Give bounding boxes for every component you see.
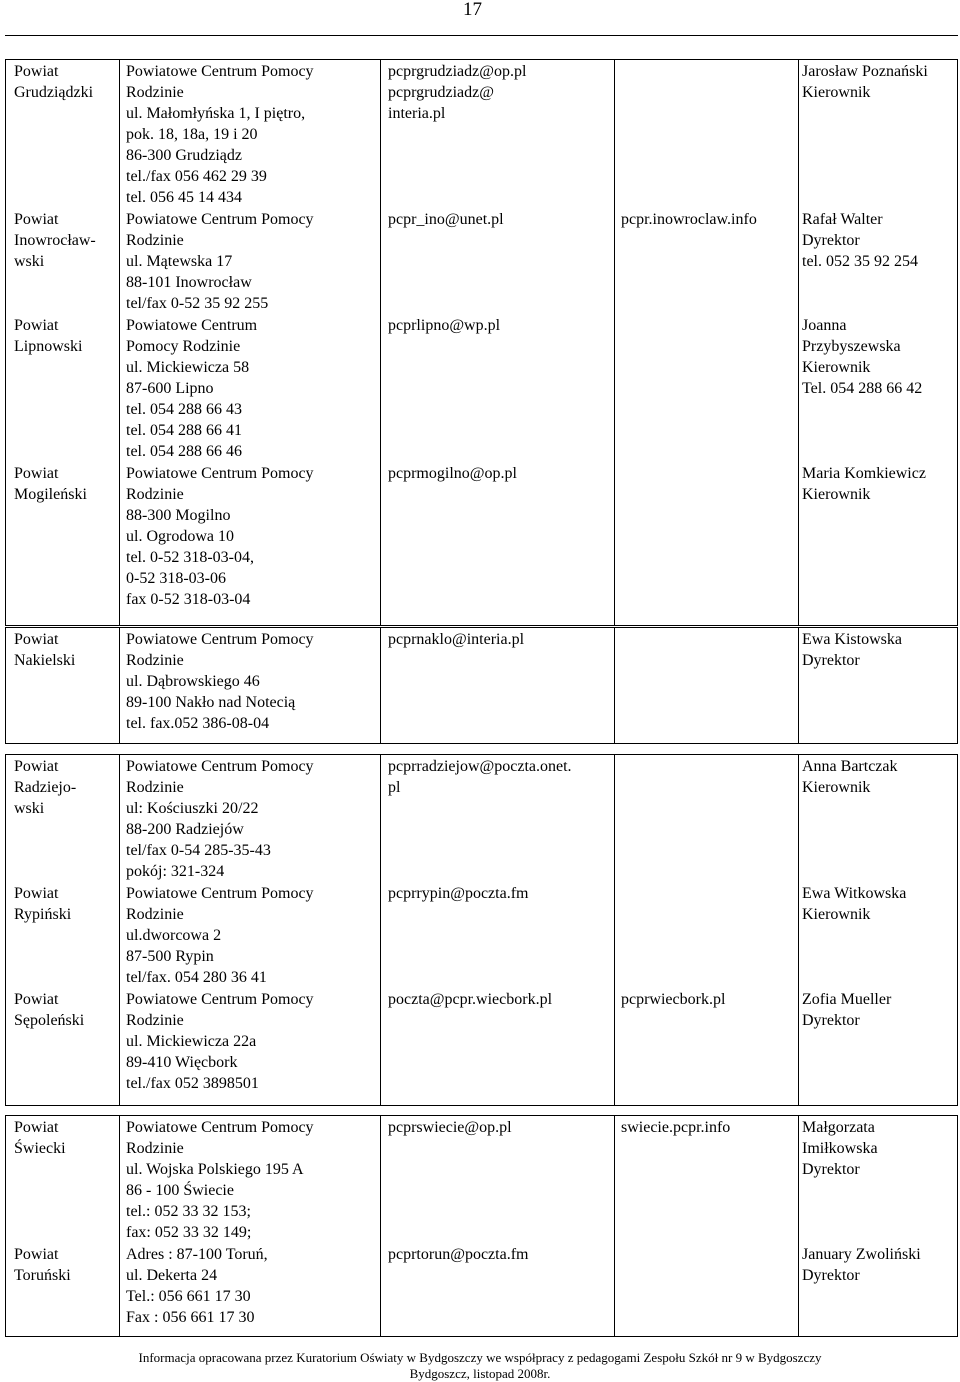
address-line: Powiatowe Centrum Pomocy <box>126 991 314 1008</box>
address-line: tel. 0-52 318-03-04, <box>126 549 254 566</box>
address-line: Rodzinie <box>126 232 184 249</box>
address-line: Powiatowe Centrum Pomocy <box>126 1119 314 1136</box>
column-divider <box>119 755 120 1105</box>
person-line: tel. 052 35 92 254 <box>802 253 918 270</box>
powiat-line: Mogileński <box>14 486 87 503</box>
address-line: ul. Mątewska 17 <box>126 253 233 270</box>
person-line: Kierownik <box>802 84 871 101</box>
address-cell <box>126 463 381 610</box>
column-divider <box>119 628 120 743</box>
powiat-cell <box>14 883 119 925</box>
address-line: tel. 054 288 66 43 <box>126 401 242 418</box>
person-cell <box>802 629 960 671</box>
www-line: pcprwiecbork.pl <box>621 991 726 1008</box>
address-line: Powiatowe Centrum Pomocy <box>126 758 314 775</box>
person-line: Anna Bartczak <box>802 758 898 775</box>
email-cell <box>388 315 618 336</box>
address-line: pokój: 321-324 <box>126 863 225 880</box>
person-line: Joanna <box>802 317 847 334</box>
person-line: Tel. 054 288 66 42 <box>802 380 923 397</box>
address-line: tel/fax 0-54 285-35-43 <box>126 842 271 859</box>
address-line: Rodzinie <box>126 652 184 669</box>
address-line: 86 - 100 Świecie <box>126 1182 234 1199</box>
person-cell <box>802 61 960 103</box>
address-line: Rodzinie <box>126 1012 184 1029</box>
person-line: Małgorzata <box>802 1119 875 1136</box>
footer-line-1: Informacja opracowana przez Kuratorium Oświaty w Bydgoszczy we współpracy z pedagogami Zespołu Szkół nr 9 w Bydgoszczy <box>138 1350 822 1365</box>
email-cell <box>388 209 618 230</box>
address-line: tel/fax 0-52 35 92 255 <box>126 295 269 312</box>
email-line: pcprswiecie@op.pl <box>388 1119 512 1136</box>
powiat-line: Powiat <box>14 211 59 228</box>
address-line: fax 0-52 318-03-04 <box>126 591 251 608</box>
email-line: pcprgrudziadz@ <box>388 84 494 101</box>
powiat-line: Lipnowski <box>14 338 83 355</box>
powiat-line: Rypiński <box>14 906 72 923</box>
address-line: 87-500 Rypin <box>126 948 214 965</box>
person-line: Rafał Walter <box>802 211 883 228</box>
address-line: ul: Kościuszki 20/22 <box>126 800 259 817</box>
address-line: ul. Dekerta 24 <box>126 1267 218 1284</box>
www-cell <box>621 209 801 230</box>
powiat-cell <box>14 756 119 819</box>
email-cell <box>388 1244 618 1265</box>
powiat-line: Powiat <box>14 991 59 1008</box>
column-divider <box>119 60 120 625</box>
person-line: Zofia Mueller <box>802 991 892 1008</box>
powiat-line: Toruński <box>14 1267 71 1284</box>
address-cell <box>126 315 381 462</box>
email-line: pcprradziejow@poczta.onet. <box>388 758 572 775</box>
address-line: Powiatowe Centrum Pomocy <box>126 211 314 228</box>
email-line: pl <box>388 779 401 796</box>
person-line: Dyrektor <box>802 1161 860 1178</box>
address-line: Rodzinie <box>126 1140 184 1157</box>
powiat-cell <box>14 1244 119 1286</box>
address-line: Powiatowe Centrum Pomocy <box>126 465 314 482</box>
powiat-line: Powiat <box>14 1119 59 1136</box>
www-line: swiecie.pcpr.info <box>621 1119 731 1136</box>
powiat-cell <box>14 463 119 505</box>
www-line: pcpr.inowroclaw.info <box>621 211 757 228</box>
address-line: 88-101 Inowrocław <box>126 274 252 291</box>
powiat-line: Powiat <box>14 631 59 648</box>
address-line: Powiatowe Centrum Pomocy <box>126 631 314 648</box>
address-line: tel.: 052 33 32 153; <box>126 1203 251 1220</box>
address-cell <box>126 756 381 882</box>
address-line: Powiatowe Centrum <box>126 317 258 334</box>
address-line: ul. Dąbrowskiego 46 <box>126 673 260 690</box>
email-line: interia.pl <box>388 105 446 122</box>
address-line: 87-600 Lipno <box>126 380 214 397</box>
email-cell <box>388 883 618 904</box>
address-cell <box>126 629 381 734</box>
powiat-line: Powiat <box>14 758 59 775</box>
person-line: Dyrektor <box>802 1012 860 1029</box>
column-divider <box>614 60 615 625</box>
address-line: tel. 056 45 14 434 <box>126 189 242 206</box>
column-divider <box>798 1116 799 1336</box>
powiat-line: Nakielski <box>14 652 76 669</box>
powiat-cell <box>14 209 119 272</box>
person-cell <box>802 756 960 798</box>
person-cell <box>802 1244 960 1286</box>
powiat-line: Inowrocław- <box>14 232 96 249</box>
address-line: 0-52 318-03-06 <box>126 570 226 587</box>
column-divider <box>119 1116 120 1336</box>
column-divider <box>798 60 799 625</box>
person-line: Jarosław Poznański <box>802 63 928 80</box>
address-line: tel. fax.052 386-08-04 <box>126 715 270 732</box>
email-line: pcprlipno@wp.pl <box>388 317 501 334</box>
email-cell <box>388 1117 618 1138</box>
address-line: tel. 054 288 66 46 <box>126 443 242 460</box>
powiat-line: wski <box>14 253 45 270</box>
address-line: ul.dworcowa 2 <box>126 927 222 944</box>
address-line: Rodzinie <box>126 779 184 796</box>
person-line: Kierownik <box>802 779 871 796</box>
address-line: 89-100 Nakło nad Notecią <box>126 694 296 711</box>
address-line: 88-200 Radziejów <box>126 821 244 838</box>
address-line: 86-300 Grudziądz <box>126 147 242 164</box>
address-line: Adres : 87-100 Toruń, <box>126 1246 268 1263</box>
person-line: Maria Komkiewicz <box>802 465 926 482</box>
www-cell <box>621 989 801 1010</box>
person-line: Dyrektor <box>802 652 860 669</box>
person-line: Dyrektor <box>802 1267 860 1284</box>
person-line: Kierownik <box>802 359 871 376</box>
email-cell <box>388 463 618 484</box>
address-line: Fax : 056 661 17 30 <box>126 1309 255 1326</box>
email-line: pcprrypin@poczta.fm <box>388 885 529 902</box>
address-cell <box>126 61 381 208</box>
person-line: Imiłkowska <box>802 1140 878 1157</box>
address-line: ul. Mickiewicza 58 <box>126 359 250 376</box>
header-rule <box>5 35 958 36</box>
email-line: pcprtorun@poczta.fm <box>388 1246 529 1263</box>
email-cell <box>388 629 618 650</box>
powiat-line: Powiat <box>14 317 59 334</box>
table-section <box>5 59 958 626</box>
column-divider <box>614 755 615 1105</box>
powiat-line: Grudziądzki <box>14 84 94 101</box>
powiat-line: Sępoleński <box>14 1012 85 1029</box>
address-line: Rodzinie <box>126 906 184 923</box>
address-line: Powiatowe Centrum Pomocy <box>126 885 314 902</box>
powiat-line: Powiat <box>14 1246 59 1263</box>
page-number: 17 <box>463 0 482 20</box>
email-line: pcprgrudziadz@op.pl <box>388 63 527 80</box>
powiat-line: Powiat <box>14 63 59 80</box>
powiat-cell <box>14 315 119 357</box>
address-cell <box>126 1244 381 1328</box>
address-cell <box>126 883 381 988</box>
address-line: 89-410 Więcbork <box>126 1054 238 1071</box>
person-cell <box>802 315 960 399</box>
email-line: pcprmogilno@op.pl <box>388 465 517 482</box>
address-line: tel/fax. 054 280 36 41 <box>126 969 267 986</box>
email-line: pcprnaklo@interia.pl <box>388 631 525 648</box>
person-cell <box>802 463 960 505</box>
table-section <box>5 627 958 744</box>
person-cell <box>802 1117 960 1180</box>
address-line: tel. 054 288 66 41 <box>126 422 242 439</box>
person-line: Kierownik <box>802 486 871 503</box>
email-line: pcpr_ino@unet.pl <box>388 211 504 228</box>
person-line: Przybyszewska <box>802 338 901 355</box>
address-line: ul. Wojska Polskiego 195 A <box>126 1161 304 1178</box>
person-line: Ewa Witkowska <box>802 885 907 902</box>
email-cell <box>388 756 618 798</box>
address-line: ul. Ogrodowa 10 <box>126 528 234 545</box>
table-section <box>5 1115 958 1337</box>
address-cell <box>126 209 381 314</box>
address-line: Rodzinie <box>126 84 184 101</box>
address-line: pok. 18, 18a, 19 i 20 <box>126 126 258 143</box>
address-line: fax: 052 33 32 149; <box>126 1224 252 1241</box>
address-line: Pomocy Rodzinie <box>126 338 241 355</box>
footer-line-2: Bydgoszcz, listopad 2008r. <box>409 1366 551 1381</box>
powiat-cell <box>14 1117 119 1159</box>
person-line: Dyrektor <box>802 232 860 249</box>
person-line: Ewa Kistowska <box>802 631 902 648</box>
address-line: tel./fax 052 3898501 <box>126 1075 259 1092</box>
email-line: poczta@pcpr.wiecbork.pl <box>388 991 553 1008</box>
address-line: Tel.: 056 661 17 30 <box>126 1288 251 1305</box>
person-cell <box>802 209 960 272</box>
address-line: Powiatowe Centrum Pomocy <box>126 63 314 80</box>
powiat-cell <box>14 61 119 103</box>
powiat-line: Powiat <box>14 465 59 482</box>
person-line: January Zwoliński <box>802 1246 921 1263</box>
email-cell <box>388 989 618 1010</box>
address-line: Rodzinie <box>126 486 184 503</box>
column-divider <box>798 755 799 1105</box>
person-cell <box>802 883 960 925</box>
powiat-line: Świecki <box>14 1140 66 1157</box>
address-line: 88-300 Mogilno <box>126 507 231 524</box>
column-divider <box>798 628 799 743</box>
person-cell <box>802 989 960 1031</box>
powiat-cell <box>14 989 119 1031</box>
address-line: tel./fax 056 462 29 39 <box>126 168 267 185</box>
table-section <box>5 754 958 1106</box>
person-line: Kierownik <box>802 906 871 923</box>
powiat-line: wski <box>14 800 45 817</box>
www-cell <box>621 1117 801 1138</box>
column-divider <box>614 1116 615 1336</box>
powiat-line: Powiat <box>14 885 59 902</box>
address-cell <box>126 1117 381 1243</box>
powiat-cell <box>14 629 119 671</box>
powiat-line: Radziejo- <box>14 779 77 796</box>
address-line: ul. Mickiewicza 22a <box>126 1033 257 1050</box>
email-cell <box>388 61 618 124</box>
address-line: ul. Małomłyńska 1, I piętro, <box>126 105 306 122</box>
address-cell <box>126 989 381 1094</box>
